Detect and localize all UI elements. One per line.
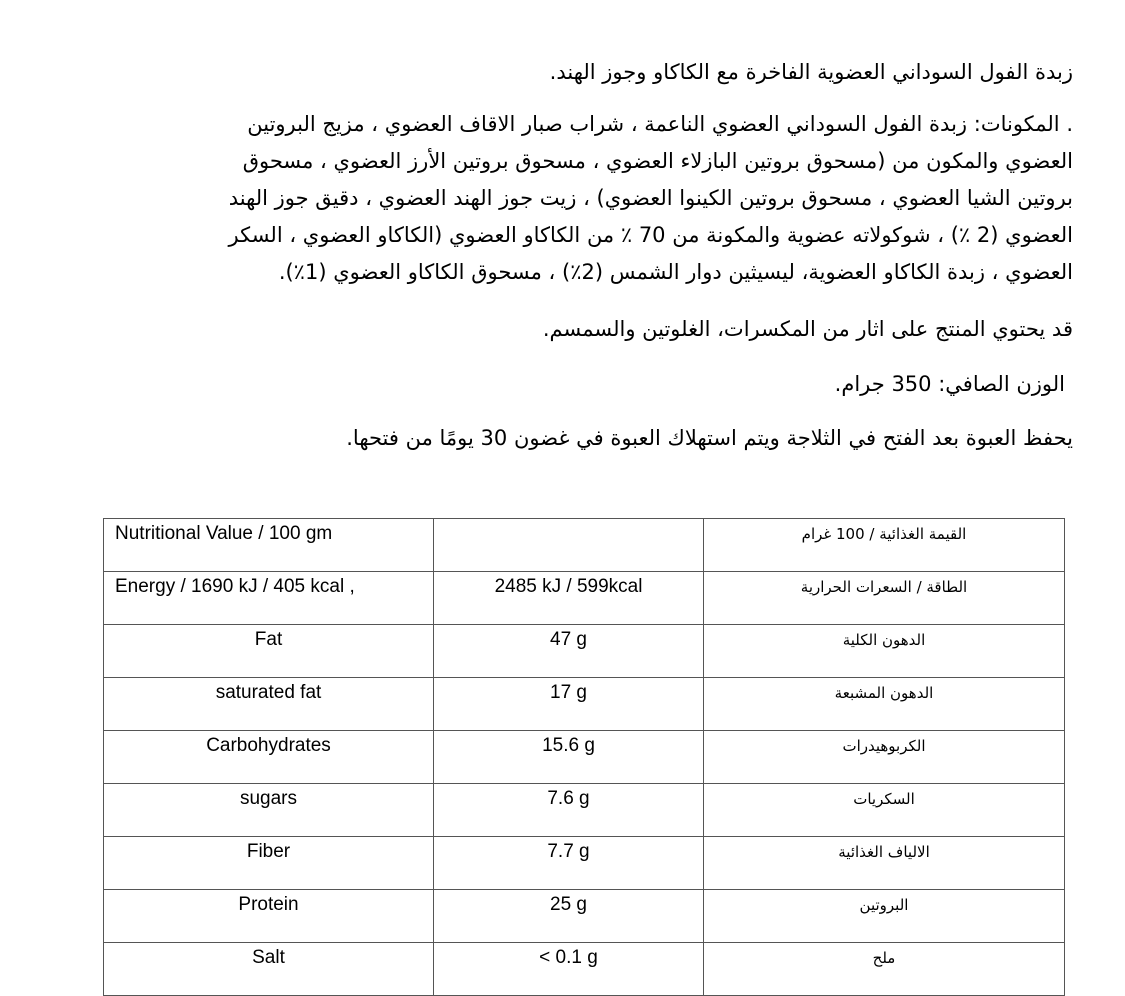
storage-instructions: يحفظ العبوة بعد الفتح في الثلاجة ويتم استهلاك العبوة في غضون 30 يومًا من فتحها. [346, 426, 1073, 450]
nutrient-name-en: sugars [104, 784, 434, 837]
nutrient-name-ar: الدهون الكلية [704, 625, 1065, 678]
nutrient-name-en: Fat [104, 625, 434, 678]
nutrient-name-ar: الالياف الغذائية [704, 837, 1065, 890]
nutrient-value: 7.6 g [434, 784, 704, 837]
table-row [104, 678, 1065, 731]
table-row [104, 625, 1065, 678]
ingredients-paragraph [133, 106, 1073, 291]
nutrient-name-ar: الطاقة / السعرات الحرارية [704, 572, 1065, 625]
table-row [104, 572, 1065, 625]
net-weight: الوزن الصافي: 350 جرام. [834, 372, 1065, 396]
nutrient-value: 25 g [434, 890, 704, 943]
nutrient-name-ar: ملح [704, 943, 1065, 996]
nutrient-name-ar: البروتين [704, 890, 1065, 943]
nutrient-value: < 0.1 g [434, 943, 704, 996]
ingredients-line: بروتين الشيا العضوي ، مسحوق بروتين الكينوا العضوي) ، زيت جوز الهند العضوي ، دقيق جوز الهند [228, 186, 1073, 210]
nutrient-name-en: Nutritional Value / 100 gm [104, 519, 434, 572]
nutrient-name-ar: القيمة الغذائية / 100 غرام [704, 519, 1065, 572]
nutrient-name-en: saturated fat [104, 678, 434, 731]
nutrient-value [434, 519, 704, 572]
nutrient-name-ar: الدهون المشبعة [704, 678, 1065, 731]
ingredients-line: العضوي ، زبدة الكاكاو العضوية، ليسيثين دوار الشمس (2٪) ، مسحوق الكاكاو العضوي (1٪). [278, 260, 1073, 284]
product-title: زبدة الفول السوداني العضوية الفاخرة مع الكاكاو وجوز الهند. [549, 60, 1073, 84]
nutrient-name-en: Fiber [104, 837, 434, 890]
nutrient-name-en: Carbohydrates [104, 731, 434, 784]
table-row [104, 890, 1065, 943]
table-row [104, 519, 1065, 572]
table-row [104, 784, 1065, 837]
nutrient-value: 2485 kJ / 599kcal [434, 572, 704, 625]
table-row [104, 943, 1065, 996]
nutrient-value: 15.6 g [434, 731, 704, 784]
ingredients-line: العضوي (2 ٪) ، شوكولاته عضوية والمكونة من 70 ٪ من الكاكاو العضوي (الكاكاو العضوي ، السكر [228, 223, 1073, 247]
nutrient-name-ar: السكريات [704, 784, 1065, 837]
allergen-statement: قد يحتوي المنتج على اثار من المكسرات، الغلوتين والسمسم. [542, 317, 1073, 341]
nutrient-name-en: Protein [104, 890, 434, 943]
nutrition-table [103, 518, 1065, 996]
ingredients-line: . المكونات: زبدة الفول السوداني العضوي الناعمة ، شراب صبار الاقاف العضوي ، مزيج البروتين [247, 112, 1073, 136]
nutrient-name-ar: الكربوهيدرات [704, 731, 1065, 784]
ingredients-line: العضوي والمكون من (مسحوق بروتين البازلاء العضوي ، مسحوق بروتين الأرز العضوي ، مسحوق [242, 149, 1073, 173]
table-row [104, 731, 1065, 784]
nutrient-name-en: Salt [104, 943, 434, 996]
nutrient-value: 7.7 g [434, 837, 704, 890]
nutrient-value: 17 g [434, 678, 704, 731]
nutrient-name-en: Energy / 1690 kJ / 405 kcal , [104, 572, 434, 625]
nutrient-value: 47 g [434, 625, 704, 678]
table-row [104, 837, 1065, 890]
